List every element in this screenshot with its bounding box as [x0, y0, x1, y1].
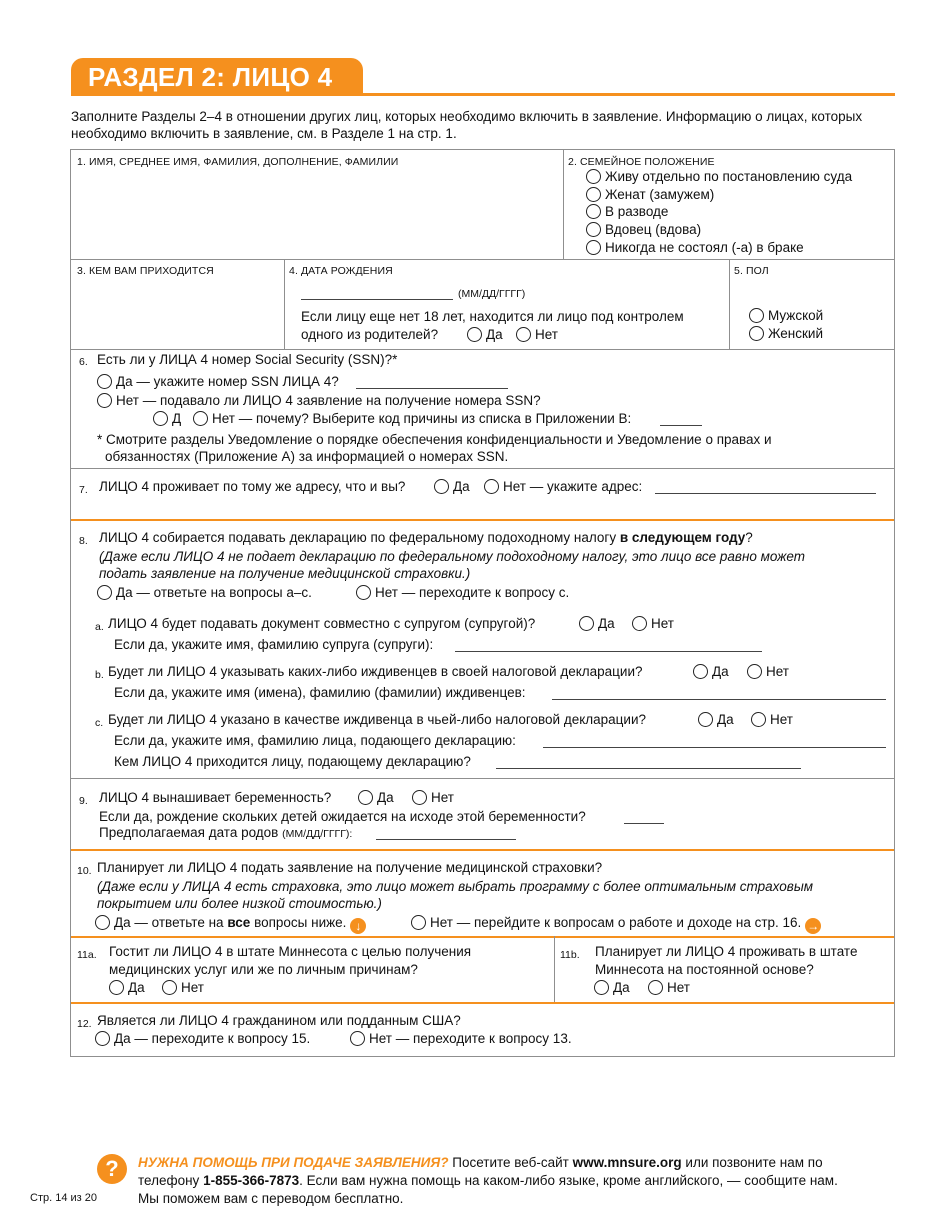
- q6-note1: * Смотрите разделы Уведомление о порядке обеспечения конфиденциальности и Уведомление о правах и: [97, 432, 772, 447]
- q9-text: ЛИЦО 4 вынашивает беременность?: [99, 790, 332, 805]
- q8a-sub: Если да, укажите имя, фамилию супруга (супруги):: [114, 637, 434, 652]
- header-rule: [71, 93, 895, 96]
- q7-yes[interactable]: [434, 478, 470, 495]
- radio[interactable]: [97, 585, 112, 600]
- option-label: Да — ответьте на: [114, 915, 224, 930]
- option-label: Нет — почему? Выберите код причины из списка в Приложении B:: [212, 411, 632, 426]
- q11b-yes[interactable]: [594, 979, 630, 996]
- q8-text-main: ЛИЦО 4 собирается подавать декларацию по федеральному подоходному налогу: [99, 530, 617, 545]
- q8a-yes[interactable]: [579, 615, 615, 632]
- option-label: В разводе: [605, 204, 669, 219]
- radio[interactable]: [411, 915, 426, 930]
- arrow-down-icon: ↓: [350, 918, 366, 934]
- radio[interactable]: [586, 240, 601, 255]
- radio[interactable]: [586, 169, 601, 184]
- q10-num: 10.: [77, 865, 92, 877]
- help-text-2: или позвоните нам по: [685, 1155, 823, 1170]
- option-label: Да — переходите к вопросу 15.: [114, 1031, 311, 1046]
- orange-divider: [71, 849, 894, 851]
- q8a-letter: a.: [95, 621, 104, 633]
- option-label: Никогда не состоял (-а) в браке: [605, 240, 804, 255]
- q4-no[interactable]: [516, 326, 558, 343]
- q6-note2: обязанностях (Приложение А) за информацией о номерах SSN.: [105, 449, 509, 464]
- help-title: НУЖНА ПОМОЩЬ ПРИ ПОДАЧЕ ЗАЯВЛЕНИЯ?: [138, 1155, 449, 1170]
- relationship-field[interactable]: [496, 768, 801, 769]
- radio[interactable]: [412, 790, 427, 805]
- option-label: Да: [377, 790, 394, 805]
- option-label: Нет: [667, 980, 690, 995]
- q8-note1: (Даже если ЛИЦО 4 не подает декларацию по федеральному подоходному налогу, это лицо все равно может: [99, 549, 805, 564]
- dependents-field[interactable]: [552, 699, 886, 700]
- q9-yes[interactable]: [358, 789, 394, 806]
- orange-divider: [71, 1002, 894, 1004]
- q12-num: 12.: [77, 1018, 92, 1030]
- reason-code-field[interactable]: [660, 425, 702, 426]
- option-label: Да — укажите номер SSN ЛИЦА 4?: [116, 374, 339, 389]
- divider: [71, 259, 894, 260]
- radio[interactable]: [467, 327, 482, 342]
- q10-text: Планирует ли ЛИЦО 4 подать заявление на получение медицинской страховки?: [97, 860, 603, 875]
- divider: [284, 259, 285, 349]
- q11a-no[interactable]: [162, 979, 204, 996]
- radio[interactable]: [516, 327, 531, 342]
- q6-yes[interactable]: [97, 373, 339, 390]
- q9-sub2-text: Предполагаемая дата родов: [99, 825, 279, 840]
- radio[interactable]: [434, 479, 449, 494]
- q10-note1: (Даже если у ЛИЦА 4 есть страховка, это лицо может выбрать программу с более оптимальным страховым: [97, 879, 814, 894]
- q5-label: 5. ПОЛ: [734, 265, 769, 277]
- radio[interactable]: [749, 326, 764, 341]
- q10-no[interactable]: [411, 914, 821, 934]
- q4-yes[interactable]: [467, 326, 503, 343]
- orange-divider: [71, 936, 894, 938]
- q8c-letter: c.: [95, 717, 104, 729]
- due-date-field[interactable]: [376, 839, 516, 840]
- q4-sub-line1: Если лицу еще нет 18 лет, находится ли лицо под контролем: [301, 309, 684, 324]
- radio[interactable]: [193, 411, 208, 426]
- q8-num: 8.: [79, 535, 88, 547]
- radio[interactable]: [698, 712, 713, 727]
- radio[interactable]: [648, 980, 663, 995]
- q8c-yes[interactable]: [698, 711, 734, 728]
- divider: [729, 259, 730, 349]
- divider: [71, 349, 894, 350]
- help-question-icon: ?: [97, 1154, 127, 1184]
- q12-text: Является ли ЛИЦО 4 гражданином или подданным США?: [97, 1013, 461, 1028]
- q8-note2: подать заявление на получение медицинской страховки.): [99, 566, 471, 581]
- option-label: Нет — укажите адрес:: [503, 479, 643, 494]
- spouse-name-field[interactable]: [455, 651, 762, 652]
- q8-no[interactable]: [356, 584, 569, 601]
- q7-text: ЛИЦО 4 проживает по тому же адресу, что и вы?: [99, 479, 406, 494]
- dob-field[interactable]: [301, 299, 453, 300]
- q2-option-separated[interactable]: [586, 168, 852, 185]
- intro-text: Заполните Разделы 2–4 в отношении других лиц, которых необходимо включить в заявление. Информацию о лицах, которых необходимо включить в заявление, см. в Разделе 1 на стр. 1.: [71, 109, 863, 141]
- q4-sub-line2: одного из родителей?: [301, 327, 439, 342]
- q8c-sub1: Если да, укажите имя, фамилию лица, подающего декларацию:: [114, 733, 516, 748]
- q8-yes[interactable]: [97, 584, 312, 601]
- tax-filer-name-field[interactable]: [543, 747, 886, 748]
- q8-text-bold: в следующем году: [619, 530, 746, 545]
- help-phone[interactable]: 1-855-366-7873: [203, 1173, 300, 1188]
- radio[interactable]: [95, 915, 110, 930]
- q2-option-never-married[interactable]: [586, 239, 804, 256]
- q8a-text: ЛИЦО 4 будет подавать документ совместно с супругом (супругой)?: [108, 616, 536, 631]
- q6-num: 6.: [79, 356, 88, 368]
- option-label: Да: [486, 327, 503, 342]
- divider: [563, 150, 564, 259]
- help-text-1: Посетите веб-сайт: [452, 1155, 569, 1170]
- option-label: Нет: [535, 327, 558, 342]
- q8b-letter: b.: [95, 669, 104, 681]
- radio[interactable]: [693, 664, 708, 679]
- radio[interactable]: [579, 616, 594, 631]
- option-label: Нет: [766, 664, 789, 679]
- option-label: Да: [613, 980, 630, 995]
- person-form: [70, 149, 895, 1057]
- help-text-5: Мы поможем вам с переводом бесплатно.: [138, 1191, 404, 1206]
- q11a-yes[interactable]: [109, 979, 145, 996]
- q8b-text: Будет ли ЛИЦО 4 указывать каких-либо иждивенцев в своей налоговой декларации?: [108, 664, 643, 679]
- q12-no[interactable]: [350, 1030, 572, 1047]
- q11b-line1: Планирует ли ЛИЦО 4 проживать в штате: [595, 944, 858, 959]
- q8b-sub: Если да, укажите имя (имена), фамилию (фамилии) иждивенцев:: [114, 685, 526, 700]
- option-label: Женат (замужем): [605, 187, 715, 202]
- radio[interactable]: [350, 1031, 365, 1046]
- q7-no[interactable]: [484, 478, 642, 495]
- q6-text: Есть ли у ЛИЦА 4 номер Social Security (SSN)?*: [97, 352, 398, 367]
- q8c-sub2: Кем ЛИЦО 4 приходится лицу, подающему декларацию?: [114, 754, 471, 769]
- radio[interactable]: [747, 664, 762, 679]
- arrow-right-icon: →: [807, 919, 820, 933]
- q9-sub2-format: (ММ/ДД/ГГГГ):: [282, 828, 353, 840]
- q3-label: 3. КЕМ ВАМ ПРИХОДИТСЯ: [77, 265, 214, 277]
- radio[interactable]: [586, 204, 601, 219]
- q6-sub-yes[interactable]: [153, 410, 181, 427]
- q9-num: 9.: [79, 795, 88, 807]
- radio[interactable]: [162, 980, 177, 995]
- q11a-line1: Гостит ли ЛИЦО 4 в штате Миннесота с целью получения: [109, 944, 472, 959]
- option-label: Нет — подавало ли ЛИЦО 4 заявление на получение номера SSN?: [116, 393, 541, 408]
- q8-text: [99, 529, 753, 546]
- option-label: Да — ответьте на вопросы а–с.: [116, 585, 312, 600]
- help-website-link[interactable]: www.mnsure.org: [572, 1155, 682, 1170]
- option-label: Мужской: [768, 308, 824, 323]
- option-label: Нет — переходите к вопросу 13.: [369, 1031, 572, 1046]
- radio[interactable]: [95, 1031, 110, 1046]
- q10-yes[interactable]: [95, 914, 366, 934]
- q2-option-married[interactable]: [586, 186, 714, 203]
- radio[interactable]: [594, 980, 609, 995]
- q11b-line2: Миннесота на постоянной основе?: [595, 962, 814, 977]
- option-label: Нет: [181, 980, 204, 995]
- help-text-3: телефону: [138, 1173, 200, 1188]
- q2-label: 2. СЕМЕЙНОЕ ПОЛОЖЕНИЕ: [568, 156, 715, 168]
- q7-num: 7.: [79, 484, 88, 496]
- q9-sub2: [99, 824, 352, 843]
- q8b-no[interactable]: [747, 663, 789, 680]
- option-label: Да: [453, 479, 470, 494]
- q5-male[interactable]: [749, 307, 823, 324]
- radio[interactable]: [97, 393, 112, 408]
- radio[interactable]: [109, 980, 124, 995]
- option-label-bold: все: [227, 915, 251, 930]
- ssn-field[interactable]: [356, 388, 508, 389]
- option-label: Вдовец (вдова): [605, 222, 702, 237]
- divider: [71, 468, 894, 469]
- radio[interactable]: [484, 479, 499, 494]
- option-label: Нет — перейдите к вопросам о работе и доходе на стр. 16.: [430, 915, 802, 930]
- q11b-num: 11b.: [560, 949, 580, 961]
- option-label: Да: [717, 712, 734, 727]
- q2-option-divorced[interactable]: [586, 203, 668, 220]
- q6-sub-no[interactable]: [193, 410, 631, 427]
- radio[interactable]: [358, 790, 373, 805]
- option-label: Да: [598, 616, 615, 631]
- option-label: Нет — переходите к вопросу с.: [375, 585, 570, 600]
- orange-divider: [71, 519, 894, 521]
- q6-no[interactable]: [97, 392, 541, 409]
- q5-female[interactable]: [749, 325, 823, 342]
- radio[interactable]: [586, 187, 601, 202]
- option-label: Нет: [431, 790, 454, 805]
- radio[interactable]: [97, 374, 112, 389]
- q2-option-widowed[interactable]: [586, 221, 701, 238]
- section-title: РАЗДЕЛ 2: ЛИЦО 4: [88, 62, 333, 92]
- radio[interactable]: [586, 222, 601, 237]
- q8-text-end: ?: [745, 530, 753, 545]
- children-count-field[interactable]: [624, 823, 664, 824]
- q8c-no[interactable]: [751, 711, 793, 728]
- q4-label: 4. ДАТА РОЖДЕНИЯ: [289, 265, 393, 277]
- address-field[interactable]: [655, 493, 876, 494]
- option-label: Нет: [770, 712, 793, 727]
- radio[interactable]: [632, 616, 647, 631]
- option-label: Да: [128, 980, 145, 995]
- radio[interactable]: [153, 411, 168, 426]
- option-label: Да: [712, 664, 729, 679]
- q8b-yes[interactable]: [693, 663, 729, 680]
- q8a-no[interactable]: [632, 615, 674, 632]
- help-text-4: . Если вам нужна помощь на каком-либо языке, кроме английского, — сообщите нам.: [299, 1173, 838, 1188]
- q9-no[interactable]: [412, 789, 454, 806]
- help-text: [138, 1154, 898, 1208]
- dob-format: (ММ/ДД/ГГГГ): [458, 288, 526, 300]
- divider: [71, 778, 894, 779]
- option-label: Нет: [651, 616, 674, 631]
- option-label: Живу отдельно по постановлению суда: [605, 169, 853, 184]
- q12-yes[interactable]: [95, 1030, 310, 1047]
- option-label: Д: [172, 411, 182, 426]
- q1-label: 1. ИМЯ, СРЕДНЕЕ ИМЯ, ФАМИЛИЯ, ДОПОЛНЕНИЕ, ФАМИЛИИ: [77, 156, 399, 168]
- q11a-line2: медицинских услуг или же по личным причинам?: [109, 962, 418, 977]
- radio[interactable]: [356, 585, 371, 600]
- q11a-num: 11a.: [77, 949, 97, 961]
- radio[interactable]: [751, 712, 766, 727]
- page-number: Стр. 14 из 20: [30, 1192, 97, 1204]
- q10-note2: покрытием или более низкой стоимостью.): [97, 896, 382, 911]
- q11b-no[interactable]: [648, 979, 690, 996]
- q8c-text: Будет ли ЛИЦО 4 указано в качестве иждивенца в чьей-либо налоговой декларации?: [108, 712, 647, 727]
- q9-sub1: Если да, рождение скольких детей ожидается на исходе этой беременности?: [99, 809, 586, 824]
- radio[interactable]: [749, 308, 764, 323]
- option-label: Женский: [768, 326, 824, 341]
- divider: [554, 936, 555, 1002]
- option-label: вопросы ниже.: [254, 915, 347, 930]
